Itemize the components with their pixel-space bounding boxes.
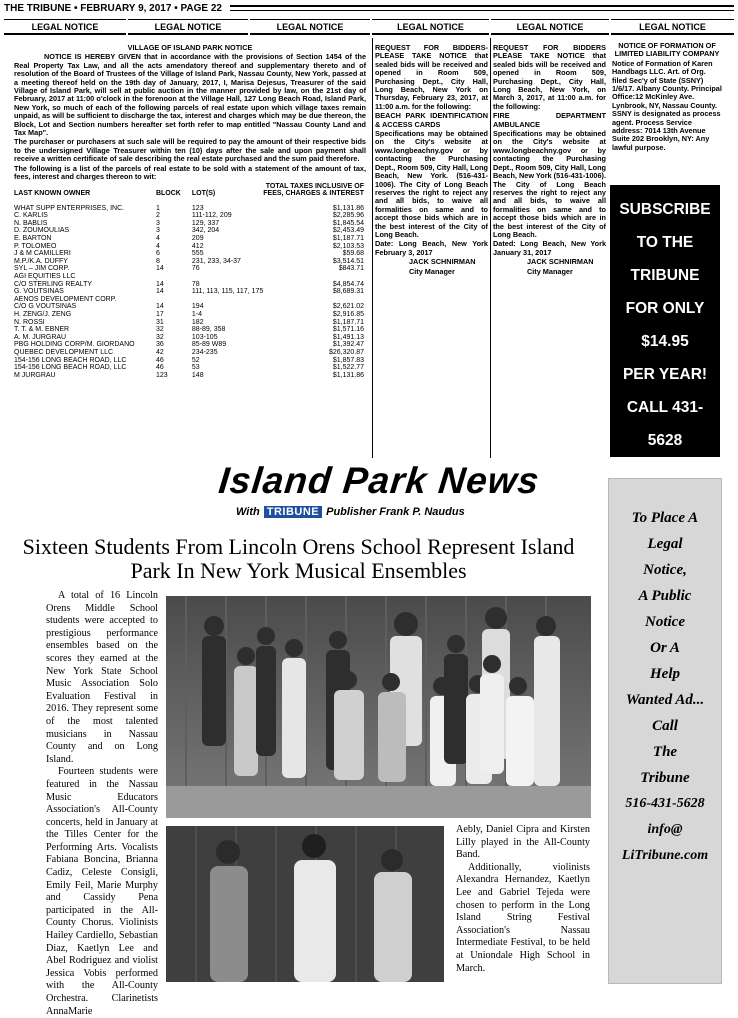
bid-title: REQUEST FOR BIDDERS-PLEASE TAKE NOTICE that sealed bids will be received and opened in Room 509, Purchasing Dept., City Hall, Long Beach, New York on Thursday, February 23, 2017, at 11:00 a.m. for the following: xyxy=(375,43,488,111)
parcel-row xyxy=(14,281,364,289)
parcel-row xyxy=(14,212,364,220)
subscribe-line: SUBSCRIBE xyxy=(619,201,711,218)
parcel-block: 8 xyxy=(155,257,160,265)
parcel-block: 32 xyxy=(155,326,164,334)
parcel-owner: 154-156 LONG BEACH ROAD, LLC xyxy=(14,364,127,372)
village-tax-sale-notice xyxy=(14,44,366,379)
promo-email-1: info@ xyxy=(647,822,683,837)
owner-header: LAST KNOWN OWNER xyxy=(14,190,91,198)
parcel-block: 4 xyxy=(155,242,160,250)
parcel-owner: D. ZOUMOULIAS xyxy=(14,227,70,235)
parcel-lots: 234-235 xyxy=(191,348,218,356)
parcel-amount: $1,522.77 xyxy=(332,364,364,372)
parcel-row xyxy=(14,227,364,235)
promo-email-2: LiTribune.com xyxy=(621,848,709,863)
parcel-amount: $59.68 xyxy=(342,250,364,258)
parcel-lots: 194 xyxy=(191,303,204,311)
section-byline xyxy=(236,505,536,519)
subscribe-line: PER YEAR! xyxy=(622,366,708,383)
promo-line: Call xyxy=(652,718,678,734)
parcel-row xyxy=(14,349,364,357)
parcel-lots: 123 xyxy=(191,204,204,212)
parcel-amount: $1,131.86 xyxy=(332,204,364,212)
article-paragraph: Aebly, Daniel Cipra and Kirsten Lilly played in the All-County Band. xyxy=(456,824,590,861)
bid-item: FIRE DEPARTMENT AMBULANCE xyxy=(493,111,606,129)
parcel-owner: M JURGRAU xyxy=(14,371,56,379)
parcel-owner: G. VOUTSINAS xyxy=(14,288,64,296)
parcel-table xyxy=(14,183,364,380)
parcel-row xyxy=(14,326,364,334)
parcel-block: 3 xyxy=(155,219,160,227)
parcel-owner: N. BABLIS xyxy=(14,219,48,227)
subscribe-line: TO THE xyxy=(636,234,694,251)
block-header: BLOCK xyxy=(155,190,181,198)
notice-lead: NOTICE IS HEREBY GIVEN xyxy=(44,52,141,62)
parcel-block: 2 xyxy=(155,212,160,220)
formation-title: NOTICE OF FORMATION OF LIMITED LIABILITY COMPANY xyxy=(614,41,720,59)
parcel-amount: $1,845.54 xyxy=(332,219,364,227)
parcel-block: 14 xyxy=(155,303,164,311)
parcel-row xyxy=(14,258,364,266)
group-photo-illustration xyxy=(166,596,591,818)
parcel-lots: 148 xyxy=(191,371,204,379)
legal-notice-header: LEGAL NOTICE xyxy=(250,19,370,35)
column-rule xyxy=(372,38,373,458)
promo-phone: 516-431-5628 xyxy=(625,796,705,811)
parcel-row xyxy=(14,341,364,349)
parcel-lots: 1-4 xyxy=(191,311,203,318)
notice-body: that in accordance with the provisions of Section 1454 of the Real Property Tax Law, and all the acts amendatory thereof and supplementary thereto and of resolution of the Board of Trustees of the Village of Island Park, Nassau County, New York, passed at a meeting thereof held on the 19th day of January, 2017, I, Marisa Dejesus, Treasurer of the said Village of Island Park, will sell at public auction in the manner provided by law, on the 21st day of February, 2017 at 11:00 o'clock in the forenoon at the Village Hall, 127 Long Beach Road, Island Park, New York, so much of each of the following parcels of real estate upon which village taxes remain unpaid, as will be sufficient to discharge the tax, interest and charges which may be due thereon, the Block, Lot and Section numbers hereafter set forth refer to map entitled "Nassau County Land and Tax Map". xyxy=(14,52,367,138)
parcel-owner: H. ZENG/J. ZENG xyxy=(14,311,72,318)
parcel-amount: $2,621.02 xyxy=(332,303,364,311)
group-photo xyxy=(166,596,591,818)
parcel-amount: $1,187.71 xyxy=(332,235,364,243)
parcel-amount: $2,103.53 xyxy=(332,242,364,250)
parcel-owner: SYL – JIM CORP. xyxy=(14,265,70,273)
parcel-lots: 76 xyxy=(191,265,200,273)
parcel-block: 14 xyxy=(155,288,164,296)
parcel-amount: $1,131.86 xyxy=(332,371,364,379)
article-paragraph: A total of 16 Lincoln Orens Middle School students were accepted to prestigious performance ensembles based on the scores they earned at the New York State School Music Association Solo Evaluation Festival in 2016. They represent some of the most talented musicians in Nassau County and on Long Island. xyxy=(46,590,158,765)
parcel-row xyxy=(14,357,364,365)
promo-line: Or A xyxy=(650,640,680,656)
bid-signer: JACK SCHNIRMAN xyxy=(409,257,476,267)
notice-paragraph: The purchaser or purchasers at such sale will be required to pay the amount of their respective bids to the undersigned Village Treasurer within ten (10) days after the sale and upon payment shall receive a written certificate of sale describing the real estate purchased and the sum paid therefore. xyxy=(14,137,366,164)
parcel-amount xyxy=(263,273,364,281)
parcel-block: 6 xyxy=(155,250,160,258)
parcel-amount: $1,491.13 xyxy=(332,333,364,341)
parcel-row xyxy=(14,296,364,304)
parcel-owner: E. BARTON xyxy=(14,235,52,243)
parcel-owner: A. M. JURGRAU xyxy=(14,333,67,341)
lots-header: LOT(S) xyxy=(191,190,216,198)
masthead-rule xyxy=(230,5,734,11)
parcel-lots: 209 xyxy=(191,235,204,243)
notice-paragraph: The following is a list of the parcels of real estate to be sold with a statement of the amount of tax, fees, interest and charges thereon to wit: xyxy=(14,163,366,182)
parcel-lots: 103-105 xyxy=(191,333,218,341)
parcel-block: 123 xyxy=(155,371,168,379)
parcel-row xyxy=(14,334,364,342)
subscribe-line: FOR ONLY xyxy=(625,300,705,317)
parcel-block: 42 xyxy=(155,348,164,356)
parcel-owner: WHAT SUPP ENTERPRISES, INC. xyxy=(14,204,125,212)
tribune-logo: TRIBUNE xyxy=(264,506,322,518)
parcel-amount: $1,857.83 xyxy=(332,356,364,364)
parcel-block: 3 xyxy=(155,227,160,235)
parcel-row xyxy=(14,364,364,372)
promo-line: Notice, xyxy=(643,562,687,578)
parcel-block: 4 xyxy=(155,235,160,243)
legal-notice-header: LEGAL NOTICE xyxy=(128,19,248,35)
subscribe-line: $14.95 xyxy=(641,333,689,350)
article-headline: Sixteen Students From Lincoln Orens School Represent Island Park In New York Musical Ensembles xyxy=(22,534,575,583)
violinists-photo-illustration xyxy=(166,826,444,982)
parcel-owner: AENOS DEVELOPMENT CORP. xyxy=(14,295,117,303)
bid-signer-role: City Manager xyxy=(527,266,573,276)
parcel-owner: C/O STERLING REALTY xyxy=(14,280,93,288)
subscribe-line: TRIBUNE xyxy=(630,267,700,284)
promo-line: Tribune xyxy=(640,770,690,786)
parcel-block xyxy=(156,273,192,281)
byline-with: With xyxy=(236,506,260,518)
promo-line: Legal xyxy=(647,536,683,552)
legal-notice-header: LEGAL NOTICE xyxy=(491,19,609,35)
parcel-amount: $2,453.49 xyxy=(332,227,364,235)
parcel-block: 46 xyxy=(155,364,164,372)
bid-notice-beach-cards xyxy=(375,44,488,277)
promo-line: To Place A xyxy=(631,510,699,526)
bid-body: Specifications may be obtained on the City's website at www.longbeachny.gov or by contacting the Purchasing Dept., Room 509, City Hall, Long Beach, New York. (516-431-1006). The City of Long Beach reserves the right to reject any and all bids, to waive all formalities on same and to accept those bids which are in the best interest of the City of Long Beach. xyxy=(375,129,488,239)
parcel-owner: 154-156 LONG BEACH ROAD, LLC xyxy=(14,356,127,364)
parcel-owner: P. TOLOMEO xyxy=(14,242,57,250)
notice-title: VILLAGE OF ISLAND PARK NOTICE xyxy=(127,43,253,52)
formation-body: Notice of Formation of Karen Handbags LLC. Art. of Org. filed Sec'y of State (SSNY) 1/6/17. Albany County. Principal Office:12 McKinley Ave. Lynbrook, NY, Nassau County. SSNY is designated as process agent. Process Service address: 7014 13th Avenue Suite 202 Brooklyn, NY: Any lawful purpose. xyxy=(612,58,722,152)
parcel-owner: N. ROSSI xyxy=(14,318,45,326)
parcel-lots: 85-89 W89 xyxy=(191,341,227,349)
parcel-owner: J & M CAMILLERI xyxy=(14,250,71,258)
parcel-owner: C/O G VOUTSINAS xyxy=(14,303,77,311)
parcel-amount: $3,514.51 xyxy=(332,257,364,265)
parcel-amount: $843.71 xyxy=(338,265,364,273)
bid-item: BEACH PARK IDENTIFICATION & ACCESS CARDS xyxy=(375,111,488,129)
legal-notice-header: LEGAL NOTICE xyxy=(372,19,489,35)
section-title: Island Park News xyxy=(216,460,542,501)
notice-paragraph xyxy=(14,53,366,137)
parcel-lots: 111-112, 209 xyxy=(191,212,232,220)
parcel-amount: $4,854.74 xyxy=(332,280,364,288)
parcel-block: 14 xyxy=(155,280,164,288)
parcel-row xyxy=(14,265,364,273)
parcel-lots: 182 xyxy=(191,318,204,326)
parcel-lots: 78 xyxy=(191,280,200,288)
parcel-lots: 555 xyxy=(191,250,204,258)
parcel-owner: AGI EQUITIES LLC xyxy=(14,273,76,281)
article-paragraph: Fourteen students were featured in the Nassau Music Educators Association's All-County concerts, held in January at the Tilles Center for the Performing Arts. Vocalists Fabiana Boncina, Brianna Cadiz, Celeste Consigli, Emily Feil, Marie Murphy and Cassidy Pena participated in the All-County Chorus. Violinists Hailey Cardiello, Sebastian Diaz, Kaetlyn Lee and Abel Rodriguez and violist Jessica Vobis performed with the All-County Orchestra. Clarinetists AnnaMarie xyxy=(46,766,158,1017)
subscribe-line: CALL 431- xyxy=(626,399,704,416)
parcel-lots: 342, 204 xyxy=(191,227,220,235)
bid-body: Specifications may be obtained on the City's website at www.longbeachny.gov or by contacting the Purchasing Dept., Room 509, City Hall, Long Beach, New York (516-431-1006). The City of Long Beach reserves the right to reject any and all bids, to waive all formalities on same and to accept those bids which are in the best interest of the City of Long Beach. xyxy=(493,129,606,239)
bid-signer: JACK SCHNIRMAN xyxy=(527,257,594,267)
parcel-lots xyxy=(192,296,263,304)
parcel-row xyxy=(14,205,364,213)
parcel-row xyxy=(14,288,364,296)
bid-notice-ambulance xyxy=(493,44,606,277)
parcel-owner: M.P./K.A. DUFFY xyxy=(14,257,68,265)
parcel-row xyxy=(14,372,364,380)
parcel-row xyxy=(14,273,364,281)
parcel-lots: 52 xyxy=(191,356,200,364)
parcel-block: 1 xyxy=(155,204,160,212)
parcel-row xyxy=(14,319,364,327)
parcel-lots: 88-89, 358 xyxy=(191,326,226,334)
parcel-amount: $1,571.16 xyxy=(332,326,364,334)
parcel-amount: $1,392.47 xyxy=(332,341,364,349)
parcel-lots: 111, 113, 115, 117, 175 xyxy=(191,288,264,296)
parcel-row xyxy=(14,235,364,243)
parcel-owner: QUEBEC DEVELOPMENT LLC xyxy=(14,348,114,356)
llc-formation-notice xyxy=(612,42,722,153)
bid-dated: Date: Long Beach, New York February 3, 2017 xyxy=(375,239,488,257)
parcel-row xyxy=(14,311,364,319)
masthead-run: THE TRIBUNE • FEBRUARY 9, 2017 • PAGE 22 xyxy=(4,2,222,14)
parcel-row xyxy=(14,243,364,251)
parcel-row xyxy=(14,220,364,228)
legal-ad-promo xyxy=(608,478,722,984)
promo-line: The xyxy=(652,744,678,760)
parcel-amount: $1,187.71 xyxy=(332,318,364,326)
parcel-amount: $26,320.87 xyxy=(328,348,364,356)
parcel-block xyxy=(156,296,192,304)
bid-title: REQUEST FOR BIDDERS PLEASE TAKE NOTICE that sealed bids will be received and opened in Room 509, Purchasing Dept., City Hall, Long Beach, New York, on March 3, 2017, at 11:00 a.m. for the following: xyxy=(493,43,606,111)
parcel-lots xyxy=(192,273,263,281)
parcel-row xyxy=(14,303,364,311)
parcel-amount: $2,916.85 xyxy=(332,311,364,318)
subscribe-ad xyxy=(610,185,720,457)
parcel-lots: 53 xyxy=(191,364,200,372)
parcel-block: 32 xyxy=(155,333,164,341)
parcel-owner: PBG HOLDING CORP/M. GIORDANO xyxy=(14,341,135,349)
parcel-lots: 231, 233, 34-37 xyxy=(191,257,241,265)
parcel-owner: C. KARLIS xyxy=(14,212,48,220)
parcel-amount: $2,285.96 xyxy=(332,212,364,220)
promo-line: Help xyxy=(650,666,680,682)
parcel-block: 36 xyxy=(155,341,164,349)
bid-dated: Dated: Long Beach, New York January 31, 2017 xyxy=(493,239,606,257)
byline-publisher: Publisher Frank P. Naudus xyxy=(326,506,465,518)
total-header-bottom: FEES, CHARGES & INTEREST xyxy=(263,190,364,198)
parcel-amount xyxy=(263,296,364,304)
subscribe-line: 5628 xyxy=(647,432,683,449)
promo-line: A Public xyxy=(638,588,692,604)
parcel-row xyxy=(14,250,364,258)
promo-line: Notice xyxy=(645,614,685,630)
article-column-2 xyxy=(456,824,590,975)
parcel-lots: 129, 337 xyxy=(191,219,220,227)
parcel-block: 31 xyxy=(155,318,164,326)
article-paragraph: Additionally, violinists Alexandra Hernandez, Kaetlyn Lee and Gabriel Tejeda were chosen to perform in the Long Island String Festival Association's Nassau Intermediate Festival, to be held at Uniondale High School in March. xyxy=(456,861,590,974)
bid-signer-role: City Manager xyxy=(409,266,455,276)
page-masthead xyxy=(4,0,734,16)
parcel-owner: T. T. & M. EBNER xyxy=(14,326,70,334)
legal-notice-header: LEGAL NOTICE xyxy=(4,19,126,35)
column-rule xyxy=(490,38,491,458)
article-column-1 xyxy=(46,590,158,1018)
total-header-top: TOTAL TAXES INCLUSIVE OF xyxy=(265,182,364,190)
parcel-amount: $8,689.31 xyxy=(332,288,364,296)
legal-notice-header: LEGAL NOTICE xyxy=(611,19,734,35)
parcel-lots: 412 xyxy=(191,242,204,250)
violinists-photo xyxy=(166,826,444,982)
parcel-block: 17 xyxy=(155,311,164,318)
promo-line: Wanted Ad... xyxy=(625,692,705,708)
parcel-block: 46 xyxy=(155,356,164,364)
parcel-block: 14 xyxy=(155,265,164,273)
